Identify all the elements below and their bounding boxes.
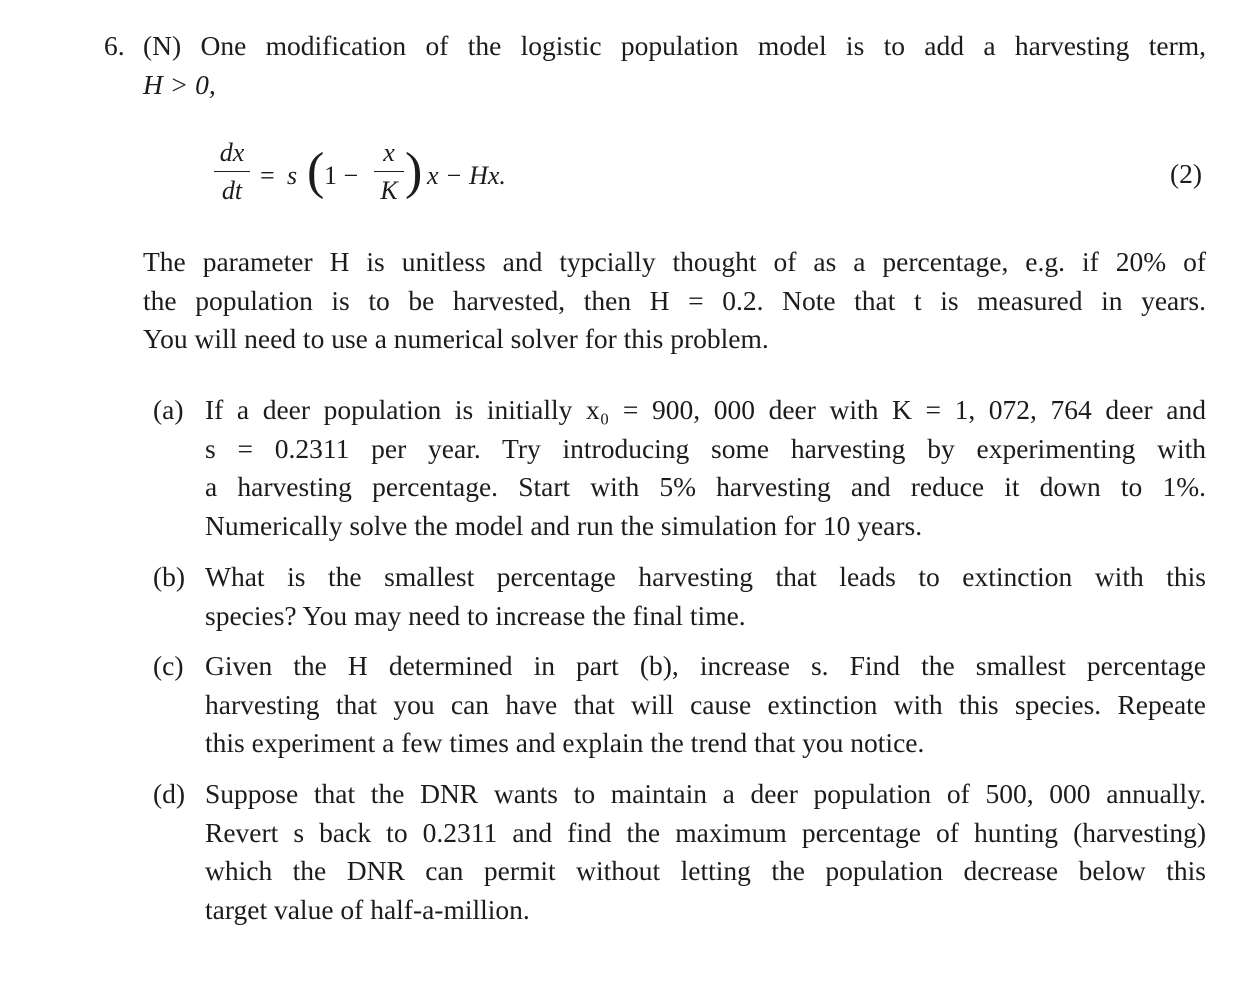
paragraph-line: the population is to be harvested, then H = 0.2. Note that t is measured in years.	[143, 284, 1206, 316]
left-paren: (	[307, 143, 325, 200]
part-line: Suppose that the DNR wants to maintain a deer population of 500, 000 annually.	[205, 778, 1206, 809]
inner-fraction	[372, 138, 406, 206]
paragraph-line: You will need to use a numerical solver for this problem.	[143, 323, 769, 354]
description-paragraph	[143, 243, 1206, 359]
paragraph-line: The parameter H is unitless and typcially thought of as a percentage, e.g. if 20% of	[143, 246, 1206, 277]
equation-2	[0, 0, 1242, 220]
equation-tail: x − Hx.	[427, 161, 506, 190]
one-minus: 1 −	[324, 161, 359, 190]
part-line: which the DNR can permit without letting the population decrease below this	[205, 855, 1206, 886]
intro-condition: H > 0,	[143, 69, 216, 100]
part-line: Revert s back to 0.2311 and find the maximum percentage of hunting (harvesting)	[205, 816, 1206, 848]
part-line: What is the smallest percentage harvesting that leads to extinction with this	[205, 561, 1206, 592]
lhs-numerator: dx	[219, 138, 245, 167]
right-paren: )	[405, 143, 423, 200]
inner-numerator: x	[383, 138, 395, 167]
problem-tag: (N)	[143, 30, 182, 61]
part-a-label: (a)	[153, 394, 184, 425]
lhs-fraction	[212, 138, 252, 206]
part-d-label: (d)	[153, 778, 186, 809]
part-line: this experiment a few times and explain the trend that you notice.	[205, 727, 925, 758]
part-line: harvesting that you can have that will cause extinction with this species. Repeate	[205, 688, 1206, 720]
intro-line-1: One modification of the logistic population model is to add a harvesting term,	[200, 30, 1207, 61]
equals-sign: =	[260, 161, 275, 190]
part-d-text	[205, 775, 1206, 929]
equation-label: (2)	[1170, 158, 1203, 189]
part-b-label: (b)	[153, 561, 186, 592]
part-line: target value of half-a-million.	[205, 893, 530, 925]
part-b-text	[205, 558, 1206, 635]
lhs-denominator: dt	[221, 176, 243, 205]
part-c-label: (c)	[153, 650, 184, 681]
part-line: s = 0.2311 per year. Try introducing some harvesting by experimenting with	[205, 432, 1206, 464]
part-line: Given the H determined in part (b), increase s. Find the smallest percentage	[205, 650, 1206, 681]
inner-denominator: K	[380, 176, 398, 205]
part-line: If a deer population is initially x₀ = 900, 000 deer with K = 1, 072, 764 deer and	[205, 394, 1206, 425]
part-line: species? You may need to increase the final time.	[205, 599, 746, 631]
part-a-text	[205, 391, 1206, 545]
growth-rate-s: s	[287, 161, 298, 190]
part-line: Numerically solve the model and run the simulation for 10 years.	[205, 509, 923, 541]
problem-number: 6.	[104, 30, 125, 61]
part-c-text	[205, 647, 1206, 763]
part-line: a harvesting percentage. Start with 5% harvesting and reduce it down to 1%.	[205, 471, 1206, 502]
